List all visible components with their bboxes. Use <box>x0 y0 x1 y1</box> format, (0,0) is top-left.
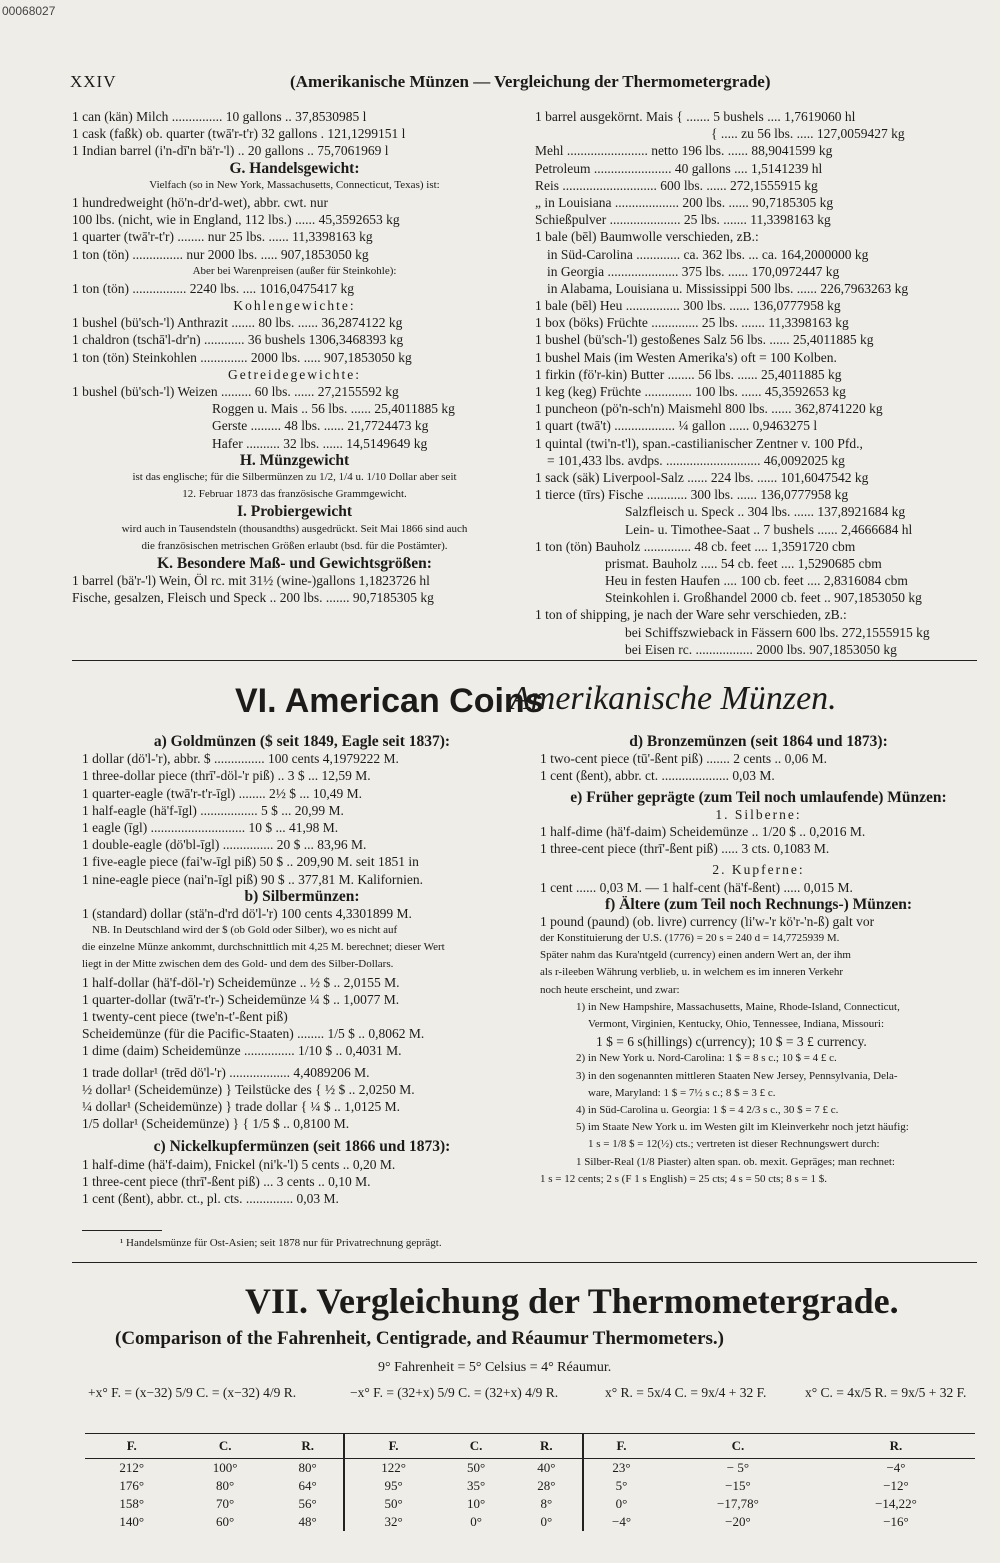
table-row <box>85 1495 975 1513</box>
table-cell: −14,22° <box>875 1496 917 1511</box>
list-item: 1) in New Hampshire, Massachusetts, Maine, Rhode-Island, Connecticut, <box>576 1000 900 1013</box>
list-item: Später nahm das Kura'ntgeld (currency) einen andern Wert an, der ihm <box>540 949 851 962</box>
section-title-en: VI. American Coins <box>235 682 544 720</box>
table-cell: 60° <box>216 1514 235 1529</box>
list-item: 1 Indian barrel (i'n-dī'n bä'r-'l) .. 20 gallons .. 75,7061969 l <box>72 143 389 159</box>
list-item: Mehl ........................ netto 196 lbs. ...... 88,9041599 kg <box>535 143 833 159</box>
list-item: 1 bale (bēl) Heu ................ 300 lbs. ...... 136,0777958 kg <box>535 298 841 314</box>
list-item: Hafer .......... 32 lbs. ...... 14,5149649 kg <box>212 435 428 451</box>
list-item: „ in Louisiana ................... 200 lbs. ...... 90,7185305 kg <box>535 194 834 210</box>
list-item: als r-ileeben Währung verblieb, u. in welchem es im inneren Verkehr <box>540 966 843 979</box>
section-heading: d) Bronzemünzen (seit 1864 und 1873): <box>629 733 888 750</box>
list-item: 1 five-eagle piece (fai'w-īgl piß) 50 $ .. 209,90 M. seit 1851 in <box>82 854 419 870</box>
list-item: noch heute erscheint, und zwar: <box>540 983 680 996</box>
table-cell: 158° <box>119 1496 145 1511</box>
table-cell: 56° <box>298 1496 317 1511</box>
list-item: 1 s = 1/8 $ = 12(½) cts.; vertreten ist dieser Rechnungswert durch: <box>588 1138 880 1151</box>
thermometer-table <box>85 1433 975 1531</box>
list-item: 1 double-eagle (dö'bl-īgl) ............... 20 $ ... 83,96 M. <box>82 837 367 853</box>
table-cell: 80° <box>298 1460 317 1475</box>
list-item: ist das englische; für die Silbermünzen zu 1/2, 1/4 u. 1/10 Dollar aber seit <box>132 470 457 483</box>
list-item: 1 quarter-eagle (twā'r-t'r-īgl) ........ 2½ $ ... 10,49 M. <box>82 785 362 801</box>
section-heading: 2. Kupferne: <box>712 862 805 878</box>
column-header: R. <box>817 1434 975 1459</box>
list-item: in Süd-Carolina ............. ca. 362 lbs. ... ca. 164,2000000 kg <box>547 246 869 262</box>
table-cell: 48° <box>298 1514 317 1529</box>
table-cell: 40° <box>537 1460 556 1475</box>
list-item: 100 lbs. (nicht, wie in England, 112 lbs.) ...... 45,3592653 kg <box>72 212 400 228</box>
table-cell: 100° <box>212 1460 238 1475</box>
list-item: 1 ton (tön) Bauholz .............. 48 cb. feet .... 1,3591720 cbm <box>535 538 856 554</box>
running-head: (Amerikanische Münzen — Vergleichung der Thermometergrade) <box>290 72 771 91</box>
list-item: 1 three-cent piece (thrī'-ßent piß) ..... 3 cts. 0,1083 M. <box>540 841 830 857</box>
list-item: Reis ............................ 600 lbs. ...... 272,1555915 kg <box>535 177 818 193</box>
formula-celsius: x° C. = 4x/5 R. = 9x/5 + 32 F. <box>805 1385 967 1400</box>
section-heading: f) Ältere (zum Teil noch Rechnungs-) Münzen: <box>604 895 913 913</box>
divider <box>72 1262 977 1263</box>
list-item: ware, Maryland: 1 $ = 7½ s c.; 8 $ = 3 £ c. <box>588 1086 776 1099</box>
table-cell: 50° <box>466 1460 486 1475</box>
list-item: 1 (standard) dollar (stä'n-d'rd dö'l-'r) 100 cents 4,3301899 M. <box>82 905 412 921</box>
right-coins-column <box>540 733 977 1188</box>
table-cell: −17,78° <box>717 1496 759 1511</box>
list-item: 1 ton of shipping, je nach der Ware sehr verschieden, zB.: <box>535 607 847 623</box>
note: die einzelne Münze ankommt, durchschnittlich mit 4,25 M. berechnet; dieser Wert <box>82 941 445 954</box>
list-item: 1 quarter (twā'r-t'r) ........ nur 25 lbs. ...... 11,3398163 kg <box>72 229 373 245</box>
table-cell: 122° <box>344 1459 441 1478</box>
table-cell: 140° <box>119 1514 145 1529</box>
table-cell: 50° <box>344 1495 441 1513</box>
list-item: der Konstituierung der U.S. (1776) = 20 s = 240 d = 14,7725939 M. <box>540 932 840 945</box>
list-item: 1 dime (daim) Scheidemünze ............... 1/10 $ .. 0,4031 M. <box>82 1043 402 1059</box>
section-title-thermo: VII. Vergleichung der Thermometergrade. <box>245 1281 899 1321</box>
column-header: C. <box>659 1434 817 1459</box>
table-cell: −15° <box>725 1478 751 1493</box>
section-heading: K. Besondere Maß- und Gewichtsgrößen: <box>157 554 432 572</box>
list-item: Vermont, Virginien, Kentucky, Ohio, Tennessee, Indiana, Missouri: <box>588 1018 885 1030</box>
page-number: XXIV <box>70 72 117 91</box>
list-item: 1 bushel Mais (im Westen Amerika's) oft = 100 Kolben. <box>535 349 837 365</box>
table-cell: 0° <box>540 1514 553 1529</box>
list-item: 1 half-dime (hä'f-daim), Fnickel (ni'k-'l) 5 cents .. 0,20 M. <box>82 1156 396 1172</box>
scan-id: 00068027 <box>2 4 56 18</box>
section-heading: e) Früher geprägte (zum Teil noch umlaufende) Münzen: <box>570 788 947 806</box>
list-item: Roggen u. Mais .. 56 lbs. ...... 25,4011885 kg <box>212 401 455 417</box>
list-item: 1 keg (keg) Früchte .............. 100 lbs. ...... 45,3592653 kg <box>535 384 846 399</box>
list-item: in Alabama, Louisiana u. Mississippi 500 lbs. ...... 226,7963263 kg <box>547 280 909 296</box>
list-item: 1/5 dollar¹ (Scheidemünze) } { 1/5 $ .. 0,8100 M. <box>82 1116 350 1132</box>
list-item: 1 ton (tön) ................ 2240 lbs. .... 1016,0475417 kg <box>72 280 354 296</box>
table-cell: 23° <box>583 1459 659 1478</box>
list-item: 1 $ = 6 s(hillings) c(urrency); 10 $ = 3 £ currency. <box>596 1034 867 1050</box>
table-cell: −4° <box>583 1513 659 1531</box>
list-item: Salzfleisch u. Speck .. 304 lbs. ...... 137,8921684 kg <box>625 504 906 520</box>
footnote: ¹ Handelsmünze für Ost-Asien; seit 1878 nur für Privatrechnung geprägt. <box>120 1237 442 1249</box>
list-item: 5) im Staate New York u. im Westen gilt im Kleinverkehr noch jetzt häufig: <box>576 1121 909 1134</box>
list-item: 1 sack (säk) Liverpool-Salz ...... 224 lbs. ...... 101,6047542 kg <box>535 469 869 485</box>
list-item: 1 quintal (twi'n-t'l), span.-castilianischer Zentner v. 100 Pfd., <box>535 435 863 451</box>
list-item: 1 two-cent piece (tū'-ßent piß) ....... 2 cents .. 0,06 M. <box>540 751 827 767</box>
list-item: 1 barrel (bä'r-'l) Wein, Öl rc. mit 31½ (wine-)gallons 1,1823726 hl <box>72 573 430 589</box>
list-item: 1 can (kän) Milch ............... 10 gallons .. 37,8530985 l <box>72 109 367 124</box>
list-item: bei Eisen rc. ................. 2000 lbs. 907,1853050 kg <box>625 641 897 657</box>
list-item: Heu in festen Haufen .... 100 cb. feet .... 2,8316084 cbm <box>605 573 908 589</box>
list-item: 1 nine-eagle piece (nai'n-īgl piß) 90 $ .. 377,81 M. Kalifornien. <box>82 871 423 887</box>
list-item: 3) in den sogenannten mittleren Staaten New Jersey, Pennsylvania, Dela- <box>576 1069 898 1082</box>
note: liegt in der Mitte zwischen dem des Gold- und dem des Silber-Dollars. <box>82 958 394 971</box>
table-cell: 95° <box>344 1477 441 1495</box>
table-row <box>85 1513 975 1531</box>
table-cell: 8° <box>540 1496 553 1511</box>
left-coins-column <box>82 733 522 1207</box>
list-item: Fische, gesalzen, Fleisch und Speck .. 200 lbs. ....... 90,7185305 kg <box>72 590 434 606</box>
list-item: Scheidemünze (für die Pacific-Staaten) ........ 1/5 $ .. 0,8062 M. <box>82 1026 425 1042</box>
table-cell: 176° <box>119 1478 145 1493</box>
section-heading: G. Handelsgewicht: <box>229 159 360 177</box>
list-item: bei Schiffszwieback in Fässern 600 lbs. 272,1555915 kg <box>625 624 930 640</box>
list-item: 1 s = 12 cents; 2 s (F 1 s English) = 25 cts; 4 s = 50 cts; 8 s = 1 $. <box>540 1172 827 1185</box>
list-item: 4) in Süd-Carolina u. Georgia: 1 $ = 4 2/3 s c., 30 $ = 7 £ c. <box>576 1103 839 1116</box>
list-item: 1 ton (tön) ............... nur 2000 lbs. ..... 907,1853050 kg <box>72 246 369 262</box>
table-row <box>85 1459 975 1478</box>
table-cell: −20° <box>725 1514 751 1529</box>
table-cell: 70° <box>216 1496 235 1511</box>
list-item: 1 trade dollar¹ (trēd dö'l-'r) .................. 4,4089206 M. <box>82 1064 370 1080</box>
list-item: 1 firkin (fö'r-kin) Butter ........ 56 lbs. ...... 25,4011885 kg <box>535 366 842 382</box>
list-item: 1 cent ...... 0,03 M. — 1 half-cent (hä'f-ßent) ..... 0,015 M. <box>540 879 853 895</box>
list-item: prismat. Bauholz ..... 54 cb. feet .... 1,5290685 cbm <box>605 555 882 571</box>
list-item: Petroleum ....................... 40 gallons .... 1,5141239 hl <box>535 160 823 176</box>
list-item: 1 bushel (bü'sch-'l) gestoßenes Salz 56 lbs. ...... 25,4011885 kg <box>535 332 874 348</box>
table-cell: 5° <box>583 1477 659 1495</box>
column-header: F. <box>583 1434 659 1459</box>
column-header: C. <box>178 1434 271 1459</box>
list-item: in Georgia ..................... 375 lbs. ...... 170,0972447 kg <box>547 263 840 279</box>
list-item: 1 tierce (tīrs) Fische ............ 300 lbs. ...... 136,0777958 kg <box>535 487 849 503</box>
list-item: = 101,433 lbs. avdps. ............................ 46,0092025 kg <box>547 452 845 468</box>
table-cell: 0° <box>470 1514 482 1529</box>
thermo-base-equation: 9° Fahrenheit = 5° Celsius = 4° Réaumur. <box>378 1360 612 1375</box>
note: NB. In Deutschland wird der $ (ob Gold oder Silber), wo es nicht auf <box>92 924 398 937</box>
list-item: 1 bushel (bü'sch-'l) Weizen ......... 60 lbs. ...... 27,2155592 kg <box>72 384 399 399</box>
list-item: Lein- u. Timothee-Saat .. 7 bushels ...... 2,4666684 hl <box>625 521 913 537</box>
section-heading: c) Nickelkupfermünzen (seit 1866 und 1873): <box>153 1138 451 1156</box>
list-item: 1 quarter-dollar (twā'r-t'r-) Scheidemünze ¼ $ .. 1,0077 M. <box>82 991 400 1007</box>
list-item: 1 bale (bēl) Baumwolle verschieden, zB.: <box>535 229 759 245</box>
list-item: 1 three-cent piece (thrī'-ßent piß) ... 3 cents .. 0,10 M. <box>82 1173 371 1189</box>
list-item: 1 hundredweight (hö'n-dr'd-wet), abbr. cwt. nur <box>72 194 329 210</box>
table-cell: −4° <box>886 1460 906 1475</box>
left-top-column <box>72 108 517 606</box>
footnote-rule <box>82 1230 162 1231</box>
list-item: 1 half-dollar (hä'f-döl-'r) Scheidemünze .. ½ $ .. 2,0155 M. <box>82 974 400 990</box>
list-item: 12. Februar 1873 das französische Grammgewicht. <box>182 488 407 501</box>
list-item: ¼ dollar¹ (Scheidemünze) } trade dollar { ¼ $ .. 1,0125 M. <box>82 1098 401 1114</box>
section-heading: H. Münzgewicht <box>239 451 350 469</box>
list-item: 1 box (böks) Früchte .............. 25 lbs. ....... 11,3398163 kg <box>535 315 849 331</box>
list-item: { ..... zu 56 lbs. ..... 127,0059427 kg <box>711 126 905 142</box>
list-item: ½ dollar¹ (Scheidemünze) } Teilstücke des { ½ $ .. 2,0250 M. <box>82 1081 415 1097</box>
table-cell: 28° <box>537 1478 556 1493</box>
list-item: 1 cask (faßk) ob. quarter (twā'r-t'r) 32 gallons . 121,1299151 l <box>72 126 406 142</box>
list-item: 1 dollar (dö'l-'r), abbr. $ ............... 100 cents 4,1979222 M. <box>82 751 399 767</box>
list-item: 1 twenty-cent piece (twe'n-t'-ßent piß) <box>82 1009 288 1024</box>
list-item: Vielfach (so in New York, Massachusetts, Connecticut, Texas) ist: <box>149 178 440 191</box>
section-heading: 1. Silberne: <box>715 806 802 822</box>
list-item: 1 bushel (bü'sch-'l) Anthrazit ....... 80 lbs. ...... 36,2874122 kg <box>72 315 403 331</box>
list-item: 2) in New York u. Nord-Carolina: 1 $ = 8 s c.; 10 $ = 4 £ c. <box>576 1052 837 1065</box>
column-header: R. <box>511 1434 584 1459</box>
section-heading: I. Probiergewicht <box>236 503 353 521</box>
list-item: 1 ton (tön) Steinkohlen .............. 2000 lbs. ..... 907,1853050 kg <box>72 349 412 365</box>
table-cell: 212° <box>119 1460 145 1475</box>
list-item: Gerste ......... 48 lbs. ...... 21,7724473 kg <box>212 418 429 434</box>
list-item: Steinkohlen i. Großhandel 2000 cb. feet .. 907,1853050 kg <box>605 590 922 606</box>
list-item: 1 pound (paund) (ob. livre) currency (li'w-'r kö'r-'n-ß) galt vor <box>540 913 875 929</box>
section-heading: b) Silbermünzen: <box>244 887 360 905</box>
table-cell: 0° <box>583 1495 659 1513</box>
section-title-de: Amerikanische Münzen. <box>510 680 837 717</box>
list-item: 1 Silber-Real (1/8 Piaster) alten span. ob. mexit. Gepräges; man rechnet: <box>576 1155 895 1168</box>
formula-reaumur: x° R. = 5x/4 C. = 9x/4 + 32 F. <box>605 1385 767 1400</box>
column-header: F. <box>85 1434 178 1459</box>
table-cell: 10° <box>466 1496 486 1511</box>
list-item: 1 half-eagle (hä'f-īgl) ................. 5 $ ... 20,99 M. <box>82 802 344 818</box>
list-item: 1 half-dime (hä'f-daim) Scheidemünze .. 1/20 $ .. 0,2016 M. <box>540 823 866 839</box>
table-header-row <box>85 1434 975 1459</box>
section-heading: a) Goldmünzen ($ seit 1849, Eagle seit 1837): <box>153 733 451 750</box>
column-header: C. <box>442 1434 511 1459</box>
section-subtitle-thermo: (Comparison of the Fahrenheit, Centigrade, and Réaumur Thermometers.) <box>115 1328 725 1349</box>
table-row <box>85 1477 975 1495</box>
list-item: Schießpulver ..................... 25 lbs. ....... 11,3398163 kg <box>535 212 831 228</box>
table-cell: −12° <box>883 1478 909 1493</box>
table-cell: 80° <box>216 1478 235 1493</box>
divider <box>72 660 977 661</box>
list-item: wird auch in Tausendsteln (thousandths) ausgedrückt. Seit Mai 1866 sind auch <box>121 522 468 535</box>
list-item: 1 cent (ßent), abbr. ct., pl. cts. .............. 0,03 M. <box>82 1190 339 1206</box>
list-item: 1 chaldron (tschā'l-dr'n) ............ 36 bushels 1306,3468393 kg <box>72 332 404 348</box>
list-item: 1 puncheon (pö'n-sch'n) Maismehl 800 lbs. ...... 362,8741220 kg <box>535 401 883 417</box>
list-item: 1 eagle (īgl) ............................ 10 $ ... 41,98 M. <box>82 819 339 835</box>
list-item: Aber bei Warenpreisen (außer für Steinkohle): <box>192 264 397 277</box>
section-heading: Getreidegewichte: <box>228 366 361 382</box>
column-header: R. <box>272 1434 345 1459</box>
table-cell: − 5° <box>726 1460 750 1475</box>
list-item: 1 cent (ßent), abbr. ct. .................... 0,03 M. <box>540 768 775 784</box>
list-item: 1 three-dollar piece (thrī'-döl-'r piß) .. 3 $ ... 12,59 M. <box>82 768 371 784</box>
section-heading: Kohlengewichte: <box>233 298 356 314</box>
list-item: die französischen metrischen Größen erlaubt (bsd. für die Postämter). <box>141 539 448 552</box>
formula-minus-f: −x° F. = (32+x) 5/9 C. = (32+x) 4/9 R. <box>350 1385 559 1400</box>
formula-plus-f: +x° F. = (x−32) 5/9 C. = (x−32) 4/9 R. <box>88 1385 297 1400</box>
table-cell: −16° <box>883 1514 909 1529</box>
right-top-column <box>535 108 975 658</box>
table-cell: 64° <box>298 1478 317 1493</box>
column-header: F. <box>344 1434 441 1459</box>
table-cell: 35° <box>466 1478 486 1493</box>
table-cell: 32° <box>344 1513 441 1531</box>
list-item: 1 barrel ausgekörnt. Mais { ....... 5 bushels .... 1,7619060 hl <box>535 109 856 124</box>
list-item: 1 quart (twā't) .................. ¼ gallon ...... 0,9463275 l <box>535 418 818 434</box>
